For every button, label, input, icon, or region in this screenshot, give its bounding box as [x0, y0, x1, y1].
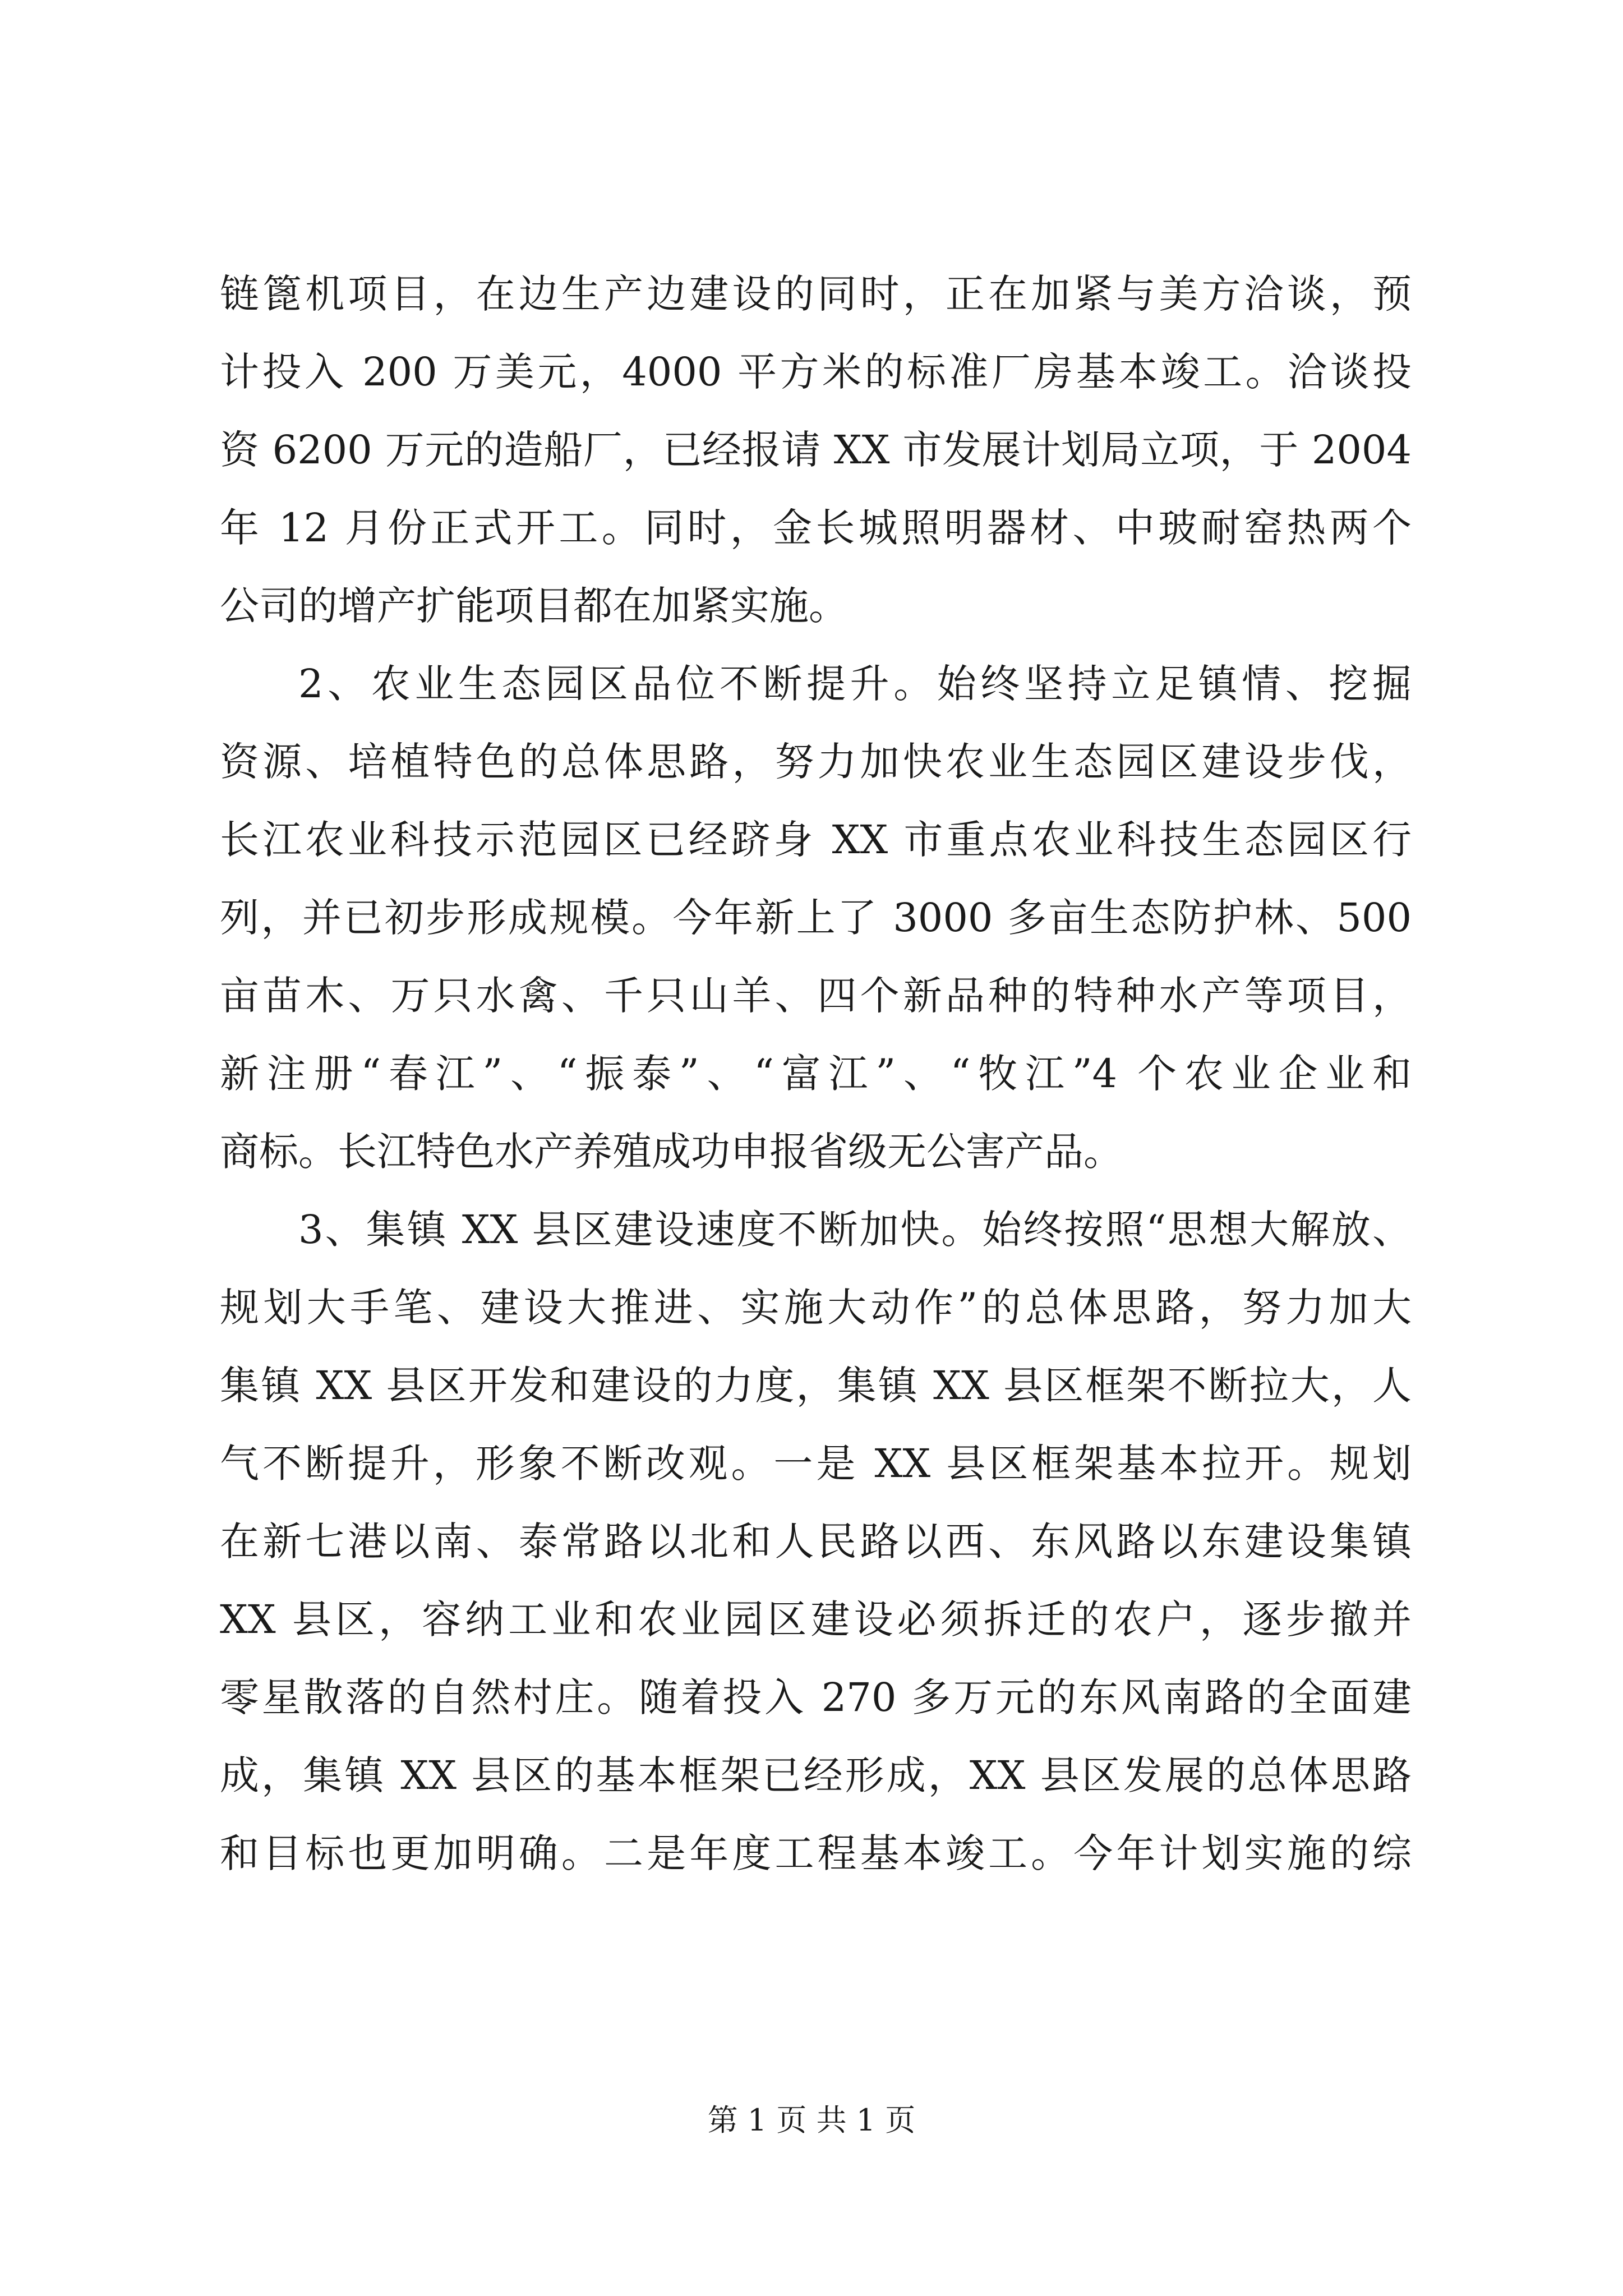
text-line-3: 资 6200 万元的造船厂，已经报请 XX 市发展计划局立项，于 2004 — [220, 427, 1412, 473]
text-line-21: 和目标也更加明确。二是年度工程基本竣工。今年计划实施的综 — [220, 1830, 1412, 1876]
text-line-8: 长江农业科技示范园区已经跻身 XX 市重点农业科技生态园区行 — [220, 817, 1412, 863]
text-line-13: 3、集镇 XX 县区建设速度不断加快。始终按照“思想大解放、 — [298, 1207, 1412, 1253]
page-footer: 第 1 页 共 1 页 — [707, 2102, 916, 2138]
text-line-15: 集镇 XX 县区开发和建设的力度，集镇 XX 县区框架不断拉大，人 — [220, 1363, 1412, 1409]
text-line-12: 商标。长江特色水产养殖成功申报省级无公害产品。 — [220, 1129, 1123, 1175]
text-line-14: 规划大手笔、建设大推进、实施大动作”的总体思路，努力加大 — [220, 1285, 1412, 1331]
text-line-5: 公司的增产扩能项目都在加紧实施。 — [220, 583, 848, 629]
text-line-10: 亩苗木、万只水禽、千只山羊、四个新品种的特种水产等项目， — [220, 973, 1412, 1019]
document-body — [220, 255, 1412, 1893]
text-line-11: 新注册“春江”、“振泰”、“富江”、“牧江”4 个农业企业和 — [220, 1051, 1412, 1097]
text-line-20: 成，集镇 XX 县区的基本框架已经形成，XX 县区发展的总体思路 — [220, 1752, 1412, 1798]
text-line-4: 年 12 月份正式开工。同时，金长城照明器材、中玻耐窑热两个 — [220, 505, 1412, 551]
text-line-1: 链篦机项目，在边生产边建设的同时，正在加紧与美方洽谈，预 — [220, 271, 1412, 317]
text-line-17: 在新七港以南、泰常路以北和人民路以西、东风路以东建设集镇 — [220, 1519, 1412, 1565]
text-line-18: XX 县区，容纳工业和农业园区建设必须拆迁的农户，逐步撤并 — [220, 1596, 1412, 1642]
text-line-16: 气不断提升，形象不断改观。一是 XX 县区框架基本拉开。规划 — [220, 1441, 1412, 1487]
text-line-19: 零星散落的自然村庄。随着投入 270 多万元的东风南路的全面建 — [220, 1674, 1412, 1720]
text-line-9: 列，并已初步形成规模。今年新上了 3000 多亩生态防护林、500 — [220, 895, 1412, 941]
text-line-6: 2、农业生态园区品位不断提升。始终坚持立足镇情、挖掘 — [298, 661, 1412, 707]
text-line-2: 计投入 200 万美元，4000 平方米的标准厂房基本竣工。洽谈投 — [220, 349, 1412, 395]
text-line-7: 资源、培植特色的总体思路，努力加快农业生态园区建设步伐， — [220, 739, 1412, 785]
